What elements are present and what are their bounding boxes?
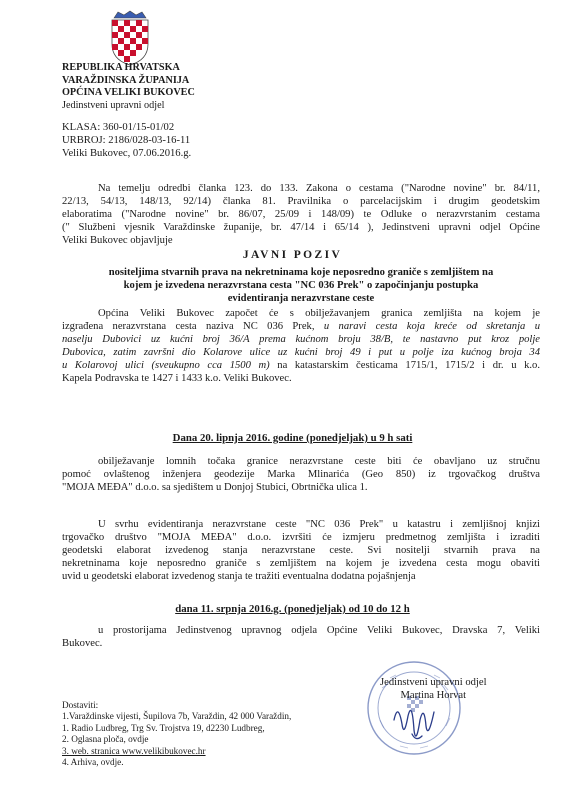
marking-date	[0, 432, 585, 444]
urbroj-number: URBROJ: 2186/028-03-16-11	[62, 134, 191, 146]
marking-date-text: Dana 20. lipnja 2016. godine (ponedjeljak) u 9 h sati	[172, 432, 413, 444]
distribution-item-website[interactable]: 3. web. stranica www.velikibukovec.hr	[62, 745, 206, 756]
body-line: Kapela Podravska te 1427 i 1433 k.o. Veliki Bukovec.	[62, 372, 292, 384]
body-paragraph-4	[62, 625, 540, 651]
body-line: nekretninama koje neposredno graniče s zemljištem na kojem je izvedena cesta mogu obaviti	[62, 557, 540, 569]
issuer-header	[62, 62, 195, 112]
signatory-name: Martina Horvat	[400, 690, 467, 701]
header-county: VARAŽDINSKA ŽUPANIJA	[62, 74, 190, 86]
body-line-part: izgrađena nerazvrstana cesta naziva NC 036 Prek,	[62, 320, 324, 332]
header-department: Jedinstveni upravni odjel	[62, 99, 165, 111]
body-line: obilježavanje lomnih točaka granice nerazvrstane ceste biti će obavljano uz stručnu	[98, 456, 540, 467]
body-paragraph-2	[62, 456, 540, 495]
subject-line: evidentiranja nerazvrstane ceste	[227, 292, 375, 304]
distribution-item: 1. Radio Ludbreg, Trg Sv. Trojstva 19, d2230 Ludbreg,	[62, 722, 265, 733]
body-paragraph-3	[62, 519, 540, 584]
header-republic: REPUBLIKA HRVATSKA	[62, 62, 180, 73]
road-description: Dubovica, zatim završni dio Kolarove ulice uz kućni broj 49 i put u polje iza kućnog broja 34	[62, 346, 540, 358]
distribution-list	[62, 700, 291, 768]
body-line: pomoć ovlaštenog inženjera geodezije Marka Mlinarića (Geo 850) iz trgovačkog društva	[62, 468, 540, 480]
distribution-item: 2. Oglasna ploča, ovdje	[62, 734, 149, 745]
distribution-heading: Dostaviti:	[62, 700, 99, 710]
body-paragraph-1	[62, 308, 540, 385]
handwritten-signature-icon	[388, 690, 444, 750]
intro-line: 22/13, 54/13, 148/13, 92/14) članka 81. Pravilnika o parcelacijskim i drugim geodetskim	[62, 195, 540, 207]
body-line: "MOJA MEĐA" d.o.o. sa sjedištem u Donjoj Stubici, Obrtnička ulica 1.	[62, 481, 368, 493]
inspection-date-text: dana 11. srpnja 2016.g. (ponedjeljak) od 10 do 12 h	[175, 603, 410, 615]
document-references	[62, 122, 191, 160]
intro-line: elaboratima ("Narodne novine" br. 86/07, 25/09 i 148/09) te Odluke o nerazvrstanim cestama	[62, 208, 540, 220]
intro-line: Na temelju odredbi članka 123. do 133. Zakona o cestama ("Narodne novine" br. 84/11,	[98, 183, 540, 194]
document-title: JAVNI POZIV	[242, 249, 343, 261]
header-municipality: OPĆINA VELIKI BUKOVEC	[62, 87, 195, 99]
body-line: trgovačko društvo "MOJA MEĐA" d.o.o. izvršiti će izmjeru predmetnog zemljišta i izraditi	[62, 531, 540, 543]
distribution-item: 1.Varaždinske vijesti, Šupilova 7b, Varaždin, 42 000 Varaždin,	[62, 711, 292, 722]
road-description: u naravi cesta koja kreće od skretanja u	[323, 320, 540, 332]
subject-line: nositeljima stvarnih prava na nekretninama koje neposredno graniče s zemljištem na	[108, 267, 494, 278]
body-line-part: na katastarskim česticama 1715/1, 1715/2 i dr. u k.o.	[269, 359, 540, 371]
intro-line: Veliki Bukovec objavljuje	[62, 234, 173, 246]
subject-line: kojem je izvedena nerazvrstana cesta "NC 036 Prek" o započinjanju postupka	[123, 279, 479, 291]
notice-subject	[70, 267, 532, 306]
signature-department: Jedinstveni upravni odjel	[380, 677, 487, 688]
intro-paragraph	[62, 183, 540, 248]
body-line: Bukovec.	[62, 637, 103, 649]
distribution-item: 4. Arhiva, ovdje.	[62, 757, 124, 768]
road-description: u Kolarovoj ulici (sveukupno cca 1500 m)	[62, 359, 270, 371]
body-line	[62, 321, 540, 334]
body-line: Općina Veliki Bukovec započet će s obilježavanjem granica zemljišta na kojem je	[98, 308, 540, 319]
road-description: naselju Dubovici uz kućni broj 36/A prema kućnom broju 38/B, te nastavno put kroz polje	[62, 333, 540, 345]
croatian-coat-of-arms-icon	[108, 10, 152, 66]
body-line: uvid u geodetski elaborat izvedenog stanja te tražiti eventualna dodatna pojašnjenja	[62, 570, 416, 582]
body-line: geodetski elaborat izvedenog stanja nerazvrstane ceste. Svi nositelji stvarnih prava na	[62, 544, 540, 556]
klasa-number: KLASA: 360-01/15-01/02	[62, 122, 175, 133]
intro-line: (" Službeni vjesnik Varaždinske županije, br. 47/14 i 65/14 ), Jedinstveni upravni odjel Općine	[62, 221, 540, 233]
place-and-date: Veliki Bukovec, 07.06.2016.g.	[62, 147, 192, 159]
body-line	[62, 360, 540, 373]
inspection-date	[0, 603, 585, 615]
body-line: u prostorijama Jedinstvenog upravnog odjela Općine Veliki Bukovec, Dravska 7, Veliki	[98, 625, 540, 636]
body-line: U svrhu evidentiranja nerazvrstane ceste "NC 036 Prek" u katastru i zemljišnoj knjizi	[98, 519, 540, 530]
